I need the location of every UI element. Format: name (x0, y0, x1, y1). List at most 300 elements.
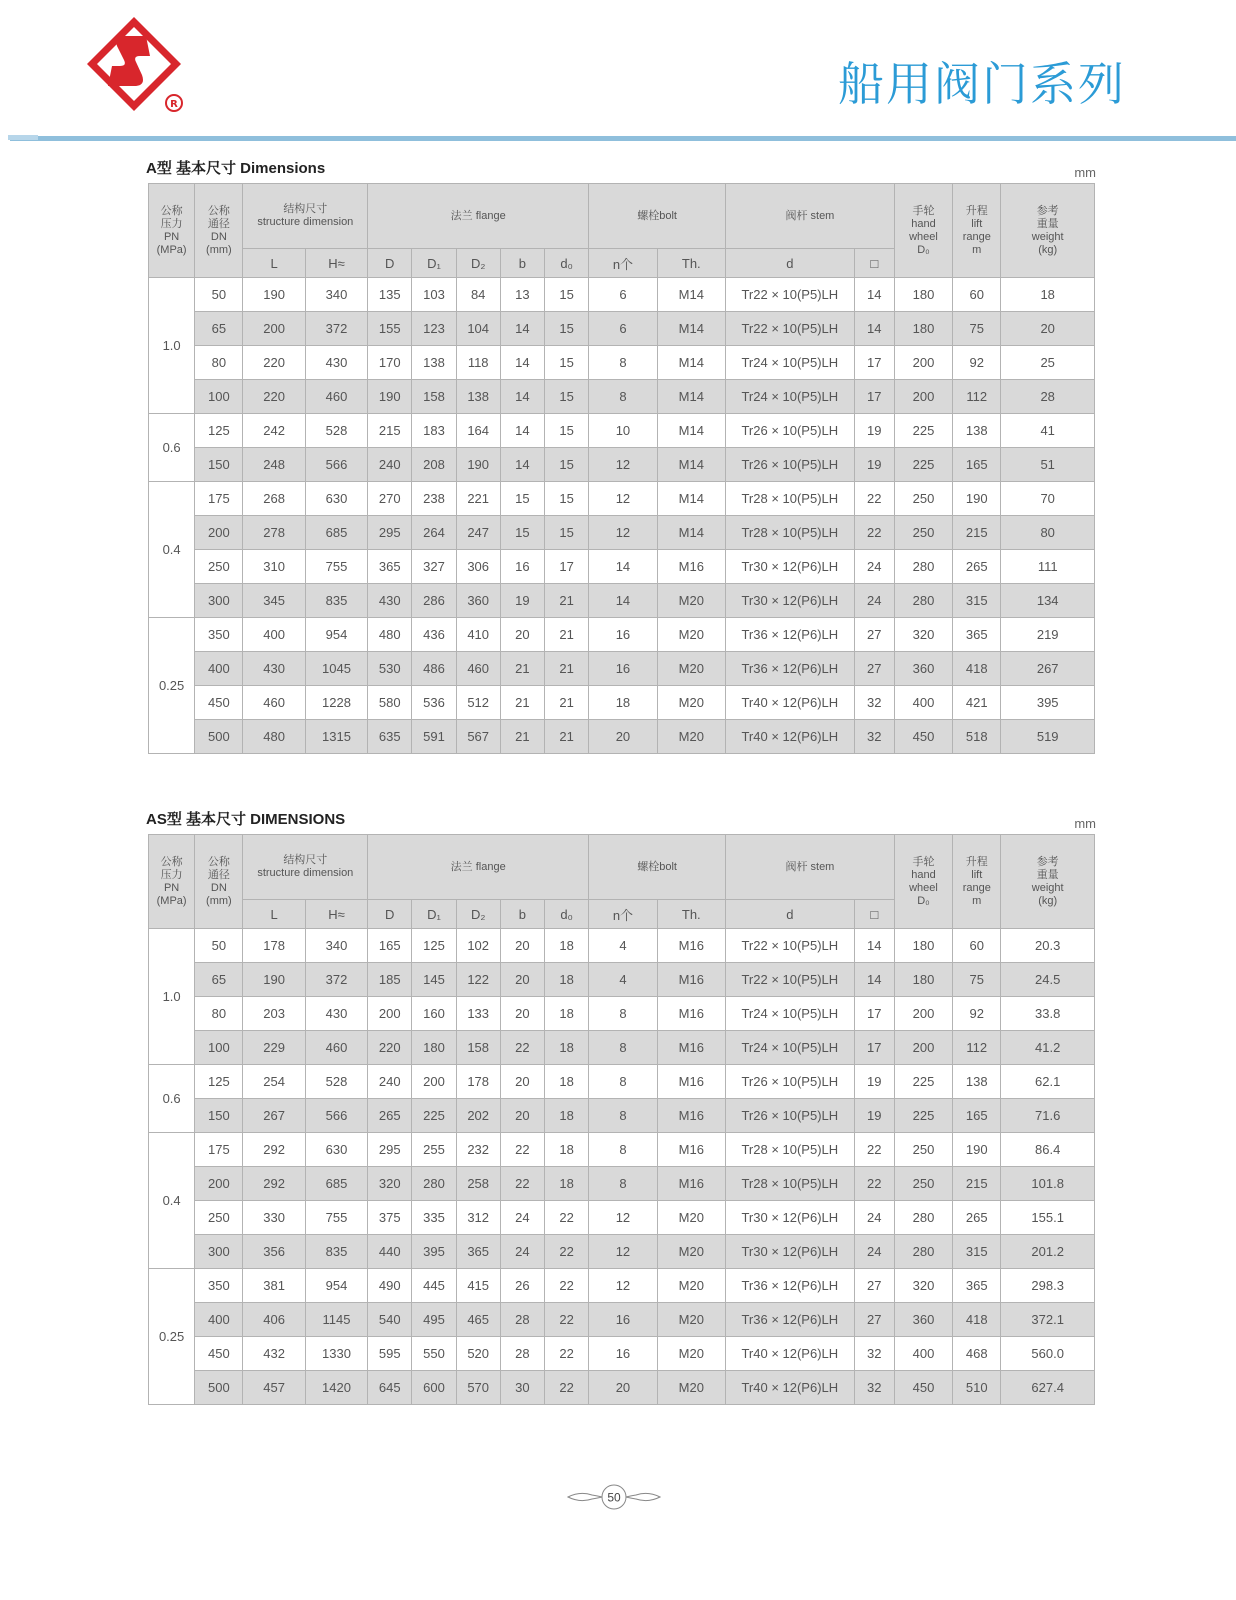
table-cell: 280 (894, 550, 952, 584)
table-cell: 268 (243, 482, 305, 516)
table-cell: 18 (545, 929, 589, 963)
table-cell: 4 (589, 963, 657, 997)
table-cell: 12 (589, 1201, 657, 1235)
table-cell: Tr22 × 10(P5)LH (725, 929, 854, 963)
table-cell: M16 (657, 1031, 725, 1065)
table-cell: 202 (456, 1099, 500, 1133)
table-cell: 15 (545, 312, 589, 346)
table-cell: 415 (456, 1269, 500, 1303)
table-cell: 24 (854, 1201, 894, 1235)
table-cell: 200 (894, 380, 952, 414)
table-cell: 248 (243, 448, 305, 482)
table-cell: 480 (243, 720, 305, 754)
table-cell: 567 (456, 720, 500, 754)
table-cell: 65 (195, 312, 243, 346)
table-cell: 292 (243, 1167, 305, 1201)
table-cell: 180 (894, 312, 952, 346)
table-cell: 15 (545, 414, 589, 448)
table-cell: 18 (1001, 278, 1095, 312)
table-cell: 17 (545, 550, 589, 584)
table-cell: 221 (456, 482, 500, 516)
table-cell: 104 (456, 312, 500, 346)
table-cell: 208 (412, 448, 456, 482)
table-cell: 16 (589, 1337, 657, 1371)
table-cell: 267 (1001, 652, 1095, 686)
table-cell: 20 (500, 929, 544, 963)
table-cell: 450 (894, 1371, 952, 1405)
table-cell: 580 (368, 686, 412, 720)
table-cell: 190 (243, 963, 305, 997)
table-cell: 365 (456, 1235, 500, 1269)
table-cell: 21 (500, 686, 544, 720)
table-cell: 16 (589, 618, 657, 652)
table-cell: 225 (894, 414, 952, 448)
table-cell: 215 (953, 1167, 1001, 1201)
table-cell: 1045 (305, 652, 367, 686)
table-cell: Tr28 × 10(P5)LH (725, 482, 854, 516)
header-structure: 结构尺寸 structure dimension (243, 184, 368, 249)
table-cell: 12 (589, 482, 657, 516)
table-cell: 418 (953, 1303, 1001, 1337)
table-cell: 92 (953, 346, 1001, 380)
table-cell: 51 (1001, 448, 1095, 482)
table-cell: 250 (195, 550, 243, 584)
table-cell: 20 (500, 1099, 544, 1133)
table-cell: M20 (657, 1269, 725, 1303)
table-cell: 340 (305, 278, 367, 312)
header-divider-tip (8, 135, 38, 140)
pressure-cell: 1.0 (149, 929, 195, 1065)
company-logo (84, 14, 188, 114)
header-lift: 升程 lift range m (953, 835, 1001, 929)
pressure-cell: 0.4 (149, 482, 195, 618)
header-d: d (725, 900, 854, 929)
table-cell: 80 (1001, 516, 1095, 550)
table-cell: 111 (1001, 550, 1095, 584)
header-d: d (725, 249, 854, 278)
table-cell: 13 (500, 278, 544, 312)
table-cell: 225 (894, 1065, 952, 1099)
table-cell: 254 (243, 1065, 305, 1099)
table-cell: 27 (854, 618, 894, 652)
header-dn: 公称 通径 DN (mm) (195, 835, 243, 929)
table-cell: M16 (657, 550, 725, 584)
table-cell: Tr28 × 10(P5)LH (725, 1167, 854, 1201)
table-cell: 92 (953, 997, 1001, 1031)
table-cell: 86.4 (1001, 1133, 1095, 1167)
table-cell: M16 (657, 1133, 725, 1167)
table-cell: 24.5 (1001, 963, 1095, 997)
table-cell: 300 (195, 1235, 243, 1269)
table-cell: 25 (1001, 346, 1095, 380)
table-cell: Tr28 × 10(P5)LH (725, 516, 854, 550)
table-cell: 178 (456, 1065, 500, 1099)
table-cell: 320 (368, 1167, 412, 1201)
table-cell: 240 (368, 1065, 412, 1099)
table-cell: 158 (412, 380, 456, 414)
header-D1: D₁ (412, 900, 456, 929)
table-cell: 190 (953, 1133, 1001, 1167)
table-cell: 22 (500, 1031, 544, 1065)
table-row (149, 1201, 1095, 1235)
page-number-badge (566, 1483, 662, 1511)
table-cell: 225 (894, 448, 952, 482)
header-d0: d₀ (545, 900, 589, 929)
table-cell: 250 (894, 482, 952, 516)
table-cell: 320 (894, 1269, 952, 1303)
table-cell: Tr24 × 10(P5)LH (725, 1031, 854, 1065)
table-cell: M20 (657, 1235, 725, 1269)
pressure-cell: 0.25 (149, 618, 195, 754)
table-cell: 406 (243, 1303, 305, 1337)
table-cell: 685 (305, 1167, 367, 1201)
table-cell: 200 (195, 516, 243, 550)
table-cell: M16 (657, 997, 725, 1031)
table-cell: 200 (368, 997, 412, 1031)
table-cell: 150 (195, 448, 243, 482)
table-cell: 15 (545, 346, 589, 380)
table-cell: 460 (305, 380, 367, 414)
table-cell: 26 (500, 1269, 544, 1303)
table-cell: 400 (195, 652, 243, 686)
table-cell: 1315 (305, 720, 367, 754)
header-pn: 公称 压力 PN (MPa) (149, 835, 195, 929)
table-cell: 20 (500, 963, 544, 997)
table-cell: 315 (953, 584, 1001, 618)
table-cell: 102 (456, 929, 500, 963)
table-cell: 20 (500, 1065, 544, 1099)
table-cell: 22 (854, 1133, 894, 1167)
header-D: D (368, 900, 412, 929)
table-cell: 30 (500, 1371, 544, 1405)
table-cell: 200 (412, 1065, 456, 1099)
table-cell: 22 (545, 1303, 589, 1337)
table-cell: Tr36 × 12(P6)LH (725, 1303, 854, 1337)
table-cell: 14 (500, 312, 544, 346)
table-cell: 15 (545, 448, 589, 482)
table-cell: 14 (854, 312, 894, 346)
table-cell: 122 (456, 963, 500, 997)
table-row (149, 278, 1095, 312)
table-cell: 24 (500, 1201, 544, 1235)
table-row (149, 1303, 1095, 1337)
table-cell: 255 (412, 1133, 456, 1167)
table-cell: Tr30 × 12(P6)LH (725, 550, 854, 584)
table-row (149, 963, 1095, 997)
table-cell: 365 (953, 618, 1001, 652)
table-cell: 460 (456, 652, 500, 686)
table-cell: 101.8 (1001, 1167, 1095, 1201)
table-cell: 145 (412, 963, 456, 997)
table-cell: 8 (589, 997, 657, 1031)
table-cell: 180 (412, 1031, 456, 1065)
table-cell: 175 (195, 482, 243, 516)
table-row (149, 1337, 1095, 1371)
table-cell: 21 (545, 652, 589, 686)
table-cell: M14 (657, 346, 725, 380)
table-cell: 250 (195, 1201, 243, 1235)
table-cell: M16 (657, 1167, 725, 1201)
table-cell: M14 (657, 380, 725, 414)
table-cell: 395 (1001, 686, 1095, 720)
table-cell: 247 (456, 516, 500, 550)
table-cell: 138 (953, 414, 1001, 448)
table-row (149, 448, 1095, 482)
table-cell: Tr40 × 12(P6)LH (725, 1337, 854, 1371)
table-cell: 32 (854, 1337, 894, 1371)
table-cell: 418 (953, 652, 1001, 686)
header-D1: D₁ (412, 249, 456, 278)
table-cell: 450 (894, 720, 952, 754)
table-cell: 278 (243, 516, 305, 550)
table-cell: 65 (195, 963, 243, 997)
header-pn: 公称 压力 PN (MPa) (149, 184, 195, 278)
table-cell: 519 (1001, 720, 1095, 754)
table-cell: 21 (545, 686, 589, 720)
table-cell: 19 (854, 448, 894, 482)
table-cell: 28 (500, 1337, 544, 1371)
table-cell: 20 (500, 997, 544, 1031)
table-cell: 21 (500, 720, 544, 754)
table-cell: 12 (589, 1269, 657, 1303)
table-cell: 219 (1001, 618, 1095, 652)
table-cell: 500 (195, 1371, 243, 1405)
table-cell: 32 (854, 686, 894, 720)
table-cell: 410 (456, 618, 500, 652)
table-cell: 180 (894, 278, 952, 312)
table-cell: M20 (657, 1201, 725, 1235)
table-cell: 21 (500, 652, 544, 686)
header-b: b (500, 900, 544, 929)
table-cell: 486 (412, 652, 456, 686)
header-structure: 结构尺寸 structure dimension (243, 835, 368, 900)
table-cell: 528 (305, 1065, 367, 1099)
table-cell: 200 (195, 1167, 243, 1201)
table-cell: 17 (854, 380, 894, 414)
table-cell: 6 (589, 278, 657, 312)
table-cell: 32 (854, 1371, 894, 1405)
header-dn: 公称 通径 DN (mm) (195, 184, 243, 278)
table-cell: 125 (412, 929, 456, 963)
table-cell: 27 (854, 1269, 894, 1303)
header-square: □ (854, 900, 894, 929)
table-row (149, 1269, 1095, 1303)
table-cell: Tr24 × 10(P5)LH (725, 346, 854, 380)
table-cell: 457 (243, 1371, 305, 1405)
table-cell: 372 (305, 963, 367, 997)
table-cell: 14 (589, 584, 657, 618)
table-cell: 123 (412, 312, 456, 346)
table-cell: 22 (545, 1337, 589, 1371)
page-number: 50 (607, 1490, 621, 1505)
table-cell: 450 (195, 686, 243, 720)
table-row (149, 482, 1095, 516)
table-cell: M14 (657, 482, 725, 516)
table-cell: 600 (412, 1371, 456, 1405)
table-row (149, 686, 1095, 720)
table-cell: 60 (953, 278, 1001, 312)
table-cell: 450 (195, 1337, 243, 1371)
table-cell: 395 (412, 1235, 456, 1269)
table-cell: 460 (305, 1031, 367, 1065)
table-cell: 430 (305, 346, 367, 380)
table-cell: 365 (953, 1269, 1001, 1303)
table-cell: 14 (500, 380, 544, 414)
table-cell: 566 (305, 448, 367, 482)
table-cell: 33.8 (1001, 997, 1095, 1031)
table-cell: 238 (412, 482, 456, 516)
table-cell: Tr36 × 12(P6)LH (725, 618, 854, 652)
table-cell: 125 (195, 414, 243, 448)
table-cell: 1145 (305, 1303, 367, 1337)
header-handwheel: 手轮 hand wheel D₀ (894, 184, 952, 278)
table-cell: 286 (412, 584, 456, 618)
table-cell: 20 (1001, 312, 1095, 346)
table-cell: 84 (456, 278, 500, 312)
table-cell: 20 (500, 618, 544, 652)
pressure-cell: 0.4 (149, 1133, 195, 1269)
table-cell: 8 (589, 1167, 657, 1201)
table-cell: 560.0 (1001, 1337, 1095, 1371)
table-cell: Tr22 × 10(P5)LH (725, 963, 854, 997)
table-cell: 12 (589, 516, 657, 550)
table-cell: 190 (243, 278, 305, 312)
table-cell: 15 (500, 482, 544, 516)
header-D: D (368, 249, 412, 278)
table-cell: 135 (368, 278, 412, 312)
table-cell: 295 (368, 516, 412, 550)
table-cell: M14 (657, 278, 725, 312)
table-cell: M20 (657, 1303, 725, 1337)
table-cell: 125 (195, 1065, 243, 1099)
table-cell: 27 (854, 652, 894, 686)
header-stem: 阀杆 stem (725, 835, 894, 900)
table-cell: 835 (305, 584, 367, 618)
table-cell: 62.1 (1001, 1065, 1095, 1099)
header-square: □ (854, 249, 894, 278)
table-cell: 570 (456, 1371, 500, 1405)
table-cell: Tr30 × 12(P6)LH (725, 1201, 854, 1235)
table-cell: 292 (243, 1133, 305, 1167)
table-cell: 220 (368, 1031, 412, 1065)
table-cell: 229 (243, 1031, 305, 1065)
table-cell: 540 (368, 1303, 412, 1337)
table-row (149, 1031, 1095, 1065)
header-D2: D₂ (456, 900, 500, 929)
table-cell: 15 (545, 380, 589, 414)
table-cell: 155.1 (1001, 1201, 1095, 1235)
table-cell: 421 (953, 686, 1001, 720)
table-cell: 215 (953, 516, 1001, 550)
table-as-title: AS型 基本尺寸 DIMENSIONS (146, 811, 346, 828)
table-cell: 150 (195, 1099, 243, 1133)
table-cell: 595 (368, 1337, 412, 1371)
table-cell: 60 (953, 929, 1001, 963)
table-cell: M20 (657, 686, 725, 720)
table-cell: 12 (589, 1235, 657, 1269)
table-cell: 200 (894, 997, 952, 1031)
table-cell: 835 (305, 1235, 367, 1269)
pressure-cell: 0.6 (149, 1065, 195, 1133)
table-cell: 528 (305, 414, 367, 448)
table-a-unit: mm (1074, 165, 1096, 180)
table-cell: 345 (243, 584, 305, 618)
table-cell: M14 (657, 516, 725, 550)
table-cell: M14 (657, 448, 725, 482)
table-cell: 550 (412, 1337, 456, 1371)
table-cell: 21 (545, 618, 589, 652)
table-cell: 14 (500, 448, 544, 482)
table-cell: 22 (545, 1371, 589, 1405)
table-cell: 1330 (305, 1337, 367, 1371)
table-cell: 24 (854, 584, 894, 618)
pressure-cell: 0.6 (149, 414, 195, 482)
table-cell: M16 (657, 1099, 725, 1133)
table-cell: 16 (500, 550, 544, 584)
table-cell: 250 (894, 516, 952, 550)
table-cell: 8 (589, 1099, 657, 1133)
table-row (149, 1065, 1095, 1099)
table-cell: 264 (412, 516, 456, 550)
table-cell: 755 (305, 1201, 367, 1235)
table-cell: 18 (545, 1065, 589, 1099)
table-cell: M20 (657, 652, 725, 686)
table-cell: 41.2 (1001, 1031, 1095, 1065)
table-cell: 14 (500, 414, 544, 448)
table-cell: 22 (545, 1201, 589, 1235)
table-cell: 22 (854, 516, 894, 550)
table-cell: Tr22 × 10(P5)LH (725, 278, 854, 312)
table-cell: 436 (412, 618, 456, 652)
table-cell: 330 (243, 1201, 305, 1235)
table-cell: 530 (368, 652, 412, 686)
table-cell: 183 (412, 414, 456, 448)
table-cell: 954 (305, 618, 367, 652)
table-cell: 17 (854, 346, 894, 380)
table-cell: 270 (368, 482, 412, 516)
table-cell: 180 (894, 929, 952, 963)
table-cell: M20 (657, 720, 725, 754)
table-cell: 258 (456, 1167, 500, 1201)
table-a-title: A型 基本尺寸 Dimensions (146, 160, 326, 177)
table-cell: 200 (894, 1031, 952, 1065)
header-bolt: 螺栓bolt (589, 835, 726, 900)
table-cell: Tr40 × 12(P6)LH (725, 720, 854, 754)
header-L: L (243, 900, 305, 929)
table-cell: 180 (894, 963, 952, 997)
table-cell: 24 (500, 1235, 544, 1269)
table-cell: M14 (657, 312, 725, 346)
table-cell: 28 (1001, 380, 1095, 414)
table-cell: 225 (894, 1099, 952, 1133)
table-cell: 203 (243, 997, 305, 1031)
table-row (149, 720, 1095, 754)
table-cell: 190 (368, 380, 412, 414)
table-cell: 20 (589, 720, 657, 754)
table-cell: Tr26 × 10(P5)LH (725, 1099, 854, 1133)
table-cell: 356 (243, 1235, 305, 1269)
table-cell: 18 (545, 1099, 589, 1133)
table-cell: 375 (368, 1201, 412, 1235)
table-cell: 298.3 (1001, 1269, 1095, 1303)
table-cell: 432 (243, 1337, 305, 1371)
table-cell: 4 (589, 929, 657, 963)
table-cell: 200 (243, 312, 305, 346)
pressure-cell: 1.0 (149, 278, 195, 414)
table-cell: 280 (412, 1167, 456, 1201)
table-cell: 627.4 (1001, 1371, 1095, 1405)
header-d0: d₀ (545, 249, 589, 278)
